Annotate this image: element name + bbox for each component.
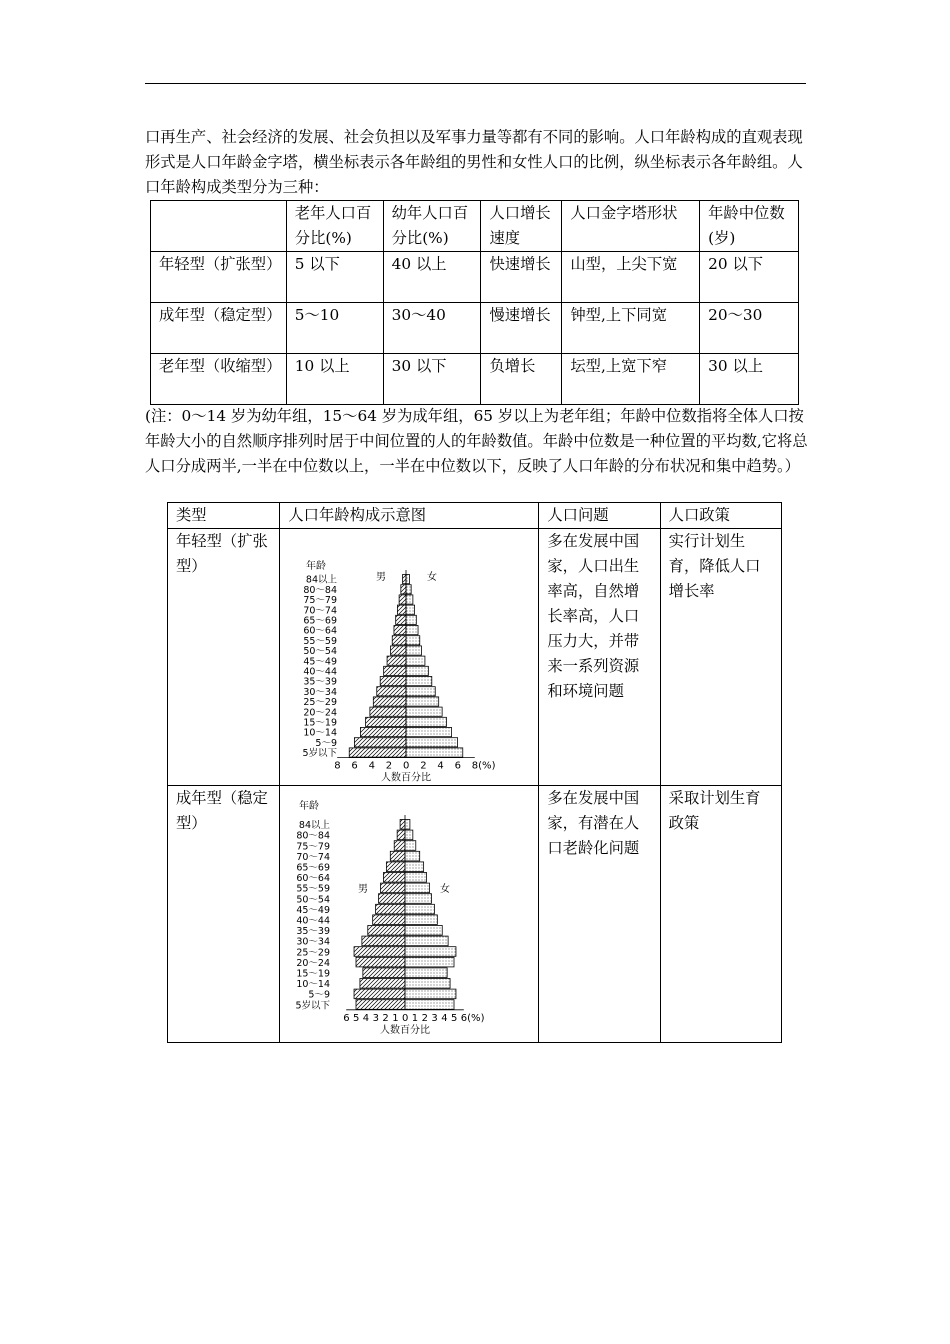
age-tick-label: 80～84 [296, 830, 331, 842]
table-cell: 5 以下 [286, 252, 383, 303]
female-bar [406, 666, 428, 675]
pyramid-cell [280, 529, 539, 786]
male-bar [350, 748, 407, 757]
age-tick-label: 65～69 [303, 615, 338, 627]
header-cell: 人口政策 [660, 503, 781, 529]
male-bar [395, 841, 406, 851]
x-tick-label: 4 [368, 760, 376, 772]
table-cell: 负增长 [481, 354, 562, 405]
female-bar [405, 979, 450, 989]
x-tick-label: 1 [392, 1012, 399, 1024]
x-tick-label: 5 [353, 1012, 360, 1024]
x-tick-label: 1 [412, 1012, 419, 1024]
age-tick-label: 55～59 [303, 635, 338, 647]
header-cell: 人口年龄构成示意图 [280, 503, 539, 529]
female-bar [405, 820, 410, 830]
table-cell: 慢速增长 [481, 303, 562, 354]
age-tick-label: 84以上 [306, 574, 338, 586]
female-bar [405, 873, 427, 883]
female-bar [406, 738, 458, 747]
header-cell: 人口增长速度 [481, 201, 562, 252]
male-bar [366, 717, 406, 726]
table-cell: 坛型,上宽下窄 [562, 354, 700, 405]
table-header-row [168, 503, 782, 529]
female-bar [406, 646, 421, 655]
age-tick-label: 75～79 [303, 595, 338, 607]
male-bar [374, 697, 407, 706]
male-bar [391, 646, 406, 655]
female-label: 女 [440, 884, 451, 895]
female-bar [406, 687, 435, 696]
table-cell: 20 以下 [700, 252, 799, 303]
female-bar [406, 728, 452, 737]
male-bar [373, 915, 405, 925]
male-label: 男 [358, 884, 369, 895]
table-cell: 30 以上 [700, 354, 799, 405]
age-tick-label: 35～39 [303, 676, 338, 688]
age-tick-label: 30～34 [303, 686, 338, 698]
male-bar [368, 926, 405, 936]
age-tick-label: 20～24 [296, 957, 331, 969]
age-tick-label: 5～9 [315, 737, 338, 749]
male-bar [362, 936, 405, 946]
female-bar [406, 748, 463, 757]
age-tick-label: 15～19 [303, 717, 338, 729]
table-cell: 30 以下 [383, 354, 481, 405]
female-bar [405, 841, 416, 851]
x-tick-label: 4 [437, 760, 445, 772]
female-bar [405, 883, 430, 893]
female-bar [406, 605, 415, 614]
male-bar [370, 707, 406, 716]
table-cell: 多在发展中国家，人口出生率高，自然增长率高，人口压力大，并带来一系列资源和环境问题 [539, 529, 660, 786]
table-cell: 老年型（收缩型） [151, 354, 287, 405]
table-row [151, 303, 799, 354]
x-tick-label: 6(%) [461, 1012, 485, 1024]
female-bar [406, 707, 442, 716]
age-tick-label: 5～9 [308, 989, 331, 1001]
age-tick-label: 5岁以下 [295, 1000, 331, 1012]
male-bar [403, 575, 406, 584]
table-cell: 10 以上 [286, 354, 383, 405]
age-tick-label: 45～49 [303, 656, 338, 668]
male-bar [381, 883, 406, 893]
male-bar [361, 728, 407, 737]
male-bar [384, 873, 406, 883]
male-label: 男 [376, 572, 387, 583]
male-bar [356, 957, 405, 967]
x-tick-label: 2 [421, 1012, 429, 1024]
age-tick-label: 70～74 [296, 851, 331, 863]
age-tick-label: 10～14 [303, 727, 338, 739]
female-bar [405, 894, 431, 904]
female-bar [406, 585, 411, 594]
x-tick-label: 8(%) [472, 760, 496, 772]
male-bar [356, 1000, 405, 1010]
age-tick-label: 10～14 [296, 979, 331, 991]
table-cell: 钟型,上下同宽 [562, 303, 700, 354]
x-tick-label: 8 [334, 760, 341, 772]
x-tick-label: 6 [343, 1012, 350, 1024]
male-bar [355, 738, 407, 747]
age-tick-label: 70～74 [303, 605, 338, 617]
intro-paragraph: 口再生产、社会经济的发展、社会负担以及军事力量等都有不同的影响。人口年龄构成的直观表现形式是人口年龄金字塔，横坐标表示各年龄组的男性和女性人口的比例，纵坐标表示各年龄组。人口年龄构成类型分为三种： [145, 128, 803, 196]
table-row [151, 354, 799, 405]
female-bar [405, 926, 442, 936]
x-tick-label: 4 [363, 1012, 370, 1024]
table-cell: 40 以上 [383, 252, 481, 303]
female-bar [406, 615, 416, 624]
male-bar [376, 904, 405, 914]
male-bar [360, 979, 405, 989]
male-bar [377, 687, 406, 696]
x-tick-label: 3 [431, 1012, 439, 1024]
table-cell: 多在发展中国家，有潜在人口老龄化问题 [539, 786, 660, 1043]
x-tick-label: 2 [382, 1012, 390, 1024]
male-bar [394, 626, 406, 635]
age-tick-label: 5岁以下 [302, 748, 338, 760]
female-bar [406, 626, 418, 635]
male-bar [354, 989, 405, 999]
age-tick-label: 15～19 [296, 968, 331, 980]
x-tick-label: 0 [402, 1012, 409, 1024]
age-tick-label: 40～44 [303, 666, 338, 678]
age-tick-label: 40～44 [296, 915, 331, 927]
female-bar [406, 595, 413, 604]
table-row [168, 529, 782, 786]
header-cell [151, 201, 287, 252]
male-bar [400, 820, 405, 830]
age-tick-label: 60～64 [296, 873, 331, 885]
table-cell: 成年型（稳定型） [151, 303, 287, 354]
table-cell: 年轻型（扩张型） [168, 529, 280, 786]
age-tick-label: 25～29 [296, 947, 331, 959]
pyramid-table [167, 502, 782, 1043]
x-tick-label: 2 [420, 760, 427, 772]
female-bar [405, 915, 437, 925]
y-axis-title: 年龄 [299, 801, 320, 812]
female-bar [405, 947, 456, 957]
male-bar [396, 615, 406, 624]
table-cell: 年轻型（扩张型） [151, 252, 287, 303]
x-tick-label: 0 [403, 760, 410, 772]
mature-pyramid-chart [280, 786, 538, 1034]
male-bar [381, 677, 407, 686]
table-header-row [151, 201, 799, 252]
male-bar [354, 947, 405, 957]
table-row [151, 252, 799, 303]
x-tick-label: 4 [441, 1012, 448, 1024]
age-tick-label: 75～79 [296, 841, 331, 853]
header-rule [145, 83, 806, 84]
female-bar [406, 717, 446, 726]
female-bar [406, 656, 425, 665]
table-cell: 5～10 [286, 303, 383, 354]
age-tick-label: 45～49 [296, 904, 331, 916]
x-tick-label: 3 [372, 1012, 380, 1024]
male-bar [391, 851, 406, 861]
female-bar [405, 957, 454, 967]
male-bar [379, 894, 405, 904]
table-row [168, 786, 782, 1043]
age-tick-label: 50～54 [303, 646, 338, 658]
table-cell: 成年型（稳定型） [168, 786, 280, 1043]
female-label: 女 [427, 572, 438, 583]
female-bar [405, 851, 420, 861]
header-cell: 幼年人口百分比(%) [383, 201, 481, 252]
table-cell: 实行计划生育，降低人口增长率 [660, 529, 781, 786]
female-bar [405, 968, 447, 978]
male-bar [363, 968, 405, 978]
age-tick-label: 35～39 [296, 926, 331, 938]
age-structure-table [150, 200, 799, 405]
header-cell: 人口金字塔形状 [562, 201, 700, 252]
female-bar [405, 904, 434, 914]
female-bar [405, 989, 456, 999]
table-cell: 快速增长 [481, 252, 562, 303]
age-tick-label: 65～69 [296, 862, 331, 874]
header-cell: 年龄中位数(岁) [700, 201, 799, 252]
female-bar [405, 862, 424, 872]
male-bar [384, 666, 406, 675]
female-bar [406, 575, 409, 584]
male-bar [398, 605, 407, 614]
male-bar [387, 862, 406, 872]
female-bar [406, 636, 420, 645]
table-cell: 山型，上尖下宽 [562, 252, 700, 303]
female-bar [405, 936, 448, 946]
female-bar [406, 697, 439, 706]
female-bar [406, 677, 432, 686]
header-cell: 人口问题 [539, 503, 660, 529]
female-bar [405, 830, 413, 840]
header-cell: 类型 [168, 503, 280, 529]
x-tick-label: 6 [454, 760, 462, 772]
age-tick-label: 25～29 [303, 697, 338, 709]
age-tick-label: 50～54 [296, 894, 331, 906]
male-bar [387, 656, 406, 665]
age-tick-label: 30～34 [296, 936, 331, 948]
x-tick-label: 2 [386, 760, 393, 772]
table-cell: 30～40 [383, 303, 481, 354]
male-bar [399, 595, 406, 604]
age-tick-label: 84以上 [299, 820, 331, 832]
x-tick-label: 5 [451, 1012, 458, 1024]
y-axis-title: 年龄 [306, 561, 327, 572]
header-cell: 老年人口百分比(%) [286, 201, 383, 252]
male-bar [401, 585, 406, 594]
note-paragraph: (注：0～14 岁为幼年组，15～64 岁为成年组，65 岁以上为老年组；年龄中位数指将全体人口按年龄大小的自然顺序排列时居于中间位置的人的年龄数值。年龄中位数是一种位置的平均数,它将总人口分成两半,一半在中位数以上，一半在中位数以下，反映了人口年龄的分布状况和集中趋势。） [145, 407, 808, 475]
male-bar [398, 830, 406, 840]
age-tick-label: 55～59 [296, 883, 331, 895]
x-axis-title: 人数百分比 [381, 772, 432, 784]
young-pyramid-chart [280, 529, 538, 784]
male-bar [393, 636, 407, 645]
pyramid-cell [280, 786, 539, 1043]
age-tick-label: 60～64 [303, 625, 338, 637]
x-axis-title: 人数百分比 [380, 1024, 431, 1036]
age-tick-label: 80～84 [303, 584, 338, 596]
table-cell: 20～30 [700, 303, 799, 354]
table-cell: 采取计划生育政策 [660, 786, 781, 1043]
age-tick-label: 20～24 [303, 707, 338, 719]
female-bar [405, 1000, 454, 1010]
x-tick-label: 6 [351, 760, 359, 772]
